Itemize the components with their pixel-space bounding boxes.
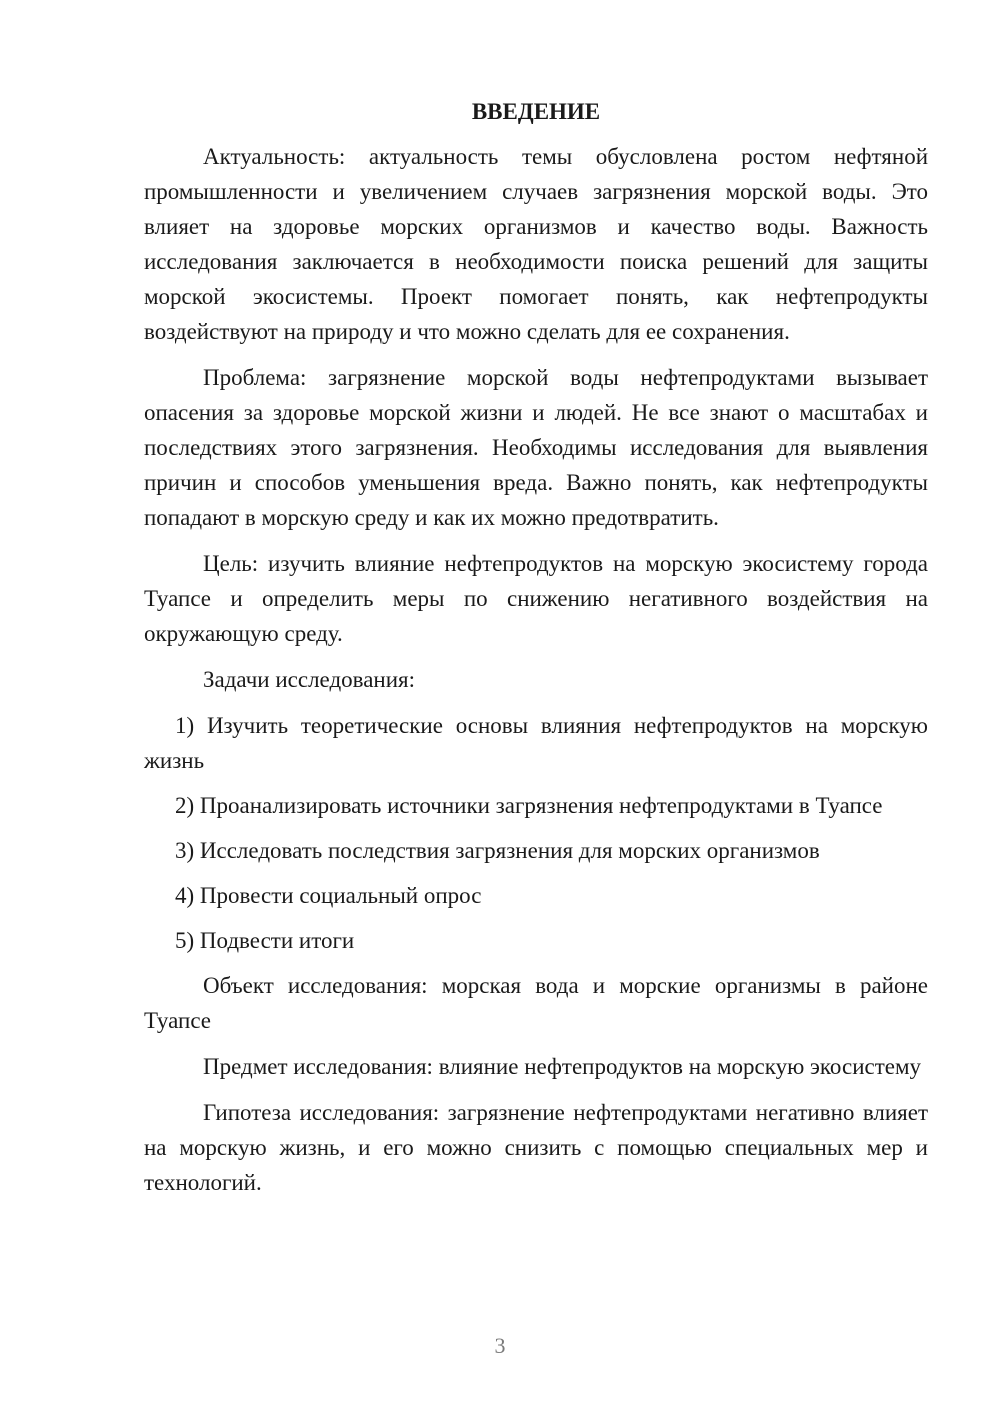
task-item-3: 3) Исследовать последствия загрязнения для морских организмов (175, 838, 820, 863)
paragraph-object: Объект исследования: морская вода и морские организмы в районе Туапсе (144, 973, 928, 1033)
tasks-heading: Задачи исследования: (203, 667, 416, 692)
task-item-1: 1) Изучить теоретические основы влияния нефтепродуктов на морскую жизнь (144, 713, 928, 773)
paragraph-problem: Проблема: загрязнение морской воды нефтепродуктами вызывает опасения за здоровье морской жизни и людей. Не все знают о масштабах и последствиях этого загрязнения. Необходимы исследования для выявления причин и способов уменьшения вреда. Важно понять, как нефтепродукты попадают в морскую среду и как их можно предотвратить. (144, 365, 928, 530)
paragraph-hypothesis: Гипотеза исследования: загрязнение нефтепродуктами негативно влияет на морскую жизнь, и его можно снизить с помощью специальных мер и технологий. (144, 1100, 928, 1195)
paragraph-goal: Цель: изучить влияние нефтепродуктов на морскую экосистему города Туапсе и определить меры по снижению негативного воздействия на окружающую среду. (144, 551, 928, 646)
page-number: 3 (494, 1333, 506, 1358)
paragraph-relevance: Актуальность: актуальность темы обусловлена ростом нефтяной промышленности и увеличением случаев загрязнения морской воды. Это влияет на здоровье морских организмов и качество воды. Важность исследования заключается в необходимости поиска решений для защиты морской экосистемы. Проект помогает понять, как нефтепродукты воздействуют на природу и что можно сделать для ее сохранения. (144, 144, 928, 344)
task-item-5: 5) Подвести итоги (175, 928, 355, 953)
document-page (144, 94, 928, 1211)
task-item-2: 2) Проанализировать источники загрязнения нефтепродуктами в Туапсе (175, 793, 883, 818)
task-item-4: 4) Провести социальный опрос (175, 883, 482, 908)
section-title: ВВЕДЕНИЕ (471, 99, 601, 124)
paragraph-subject: Предмет исследования: влияние нефтепродуктов на морскую экосистему (203, 1054, 922, 1079)
